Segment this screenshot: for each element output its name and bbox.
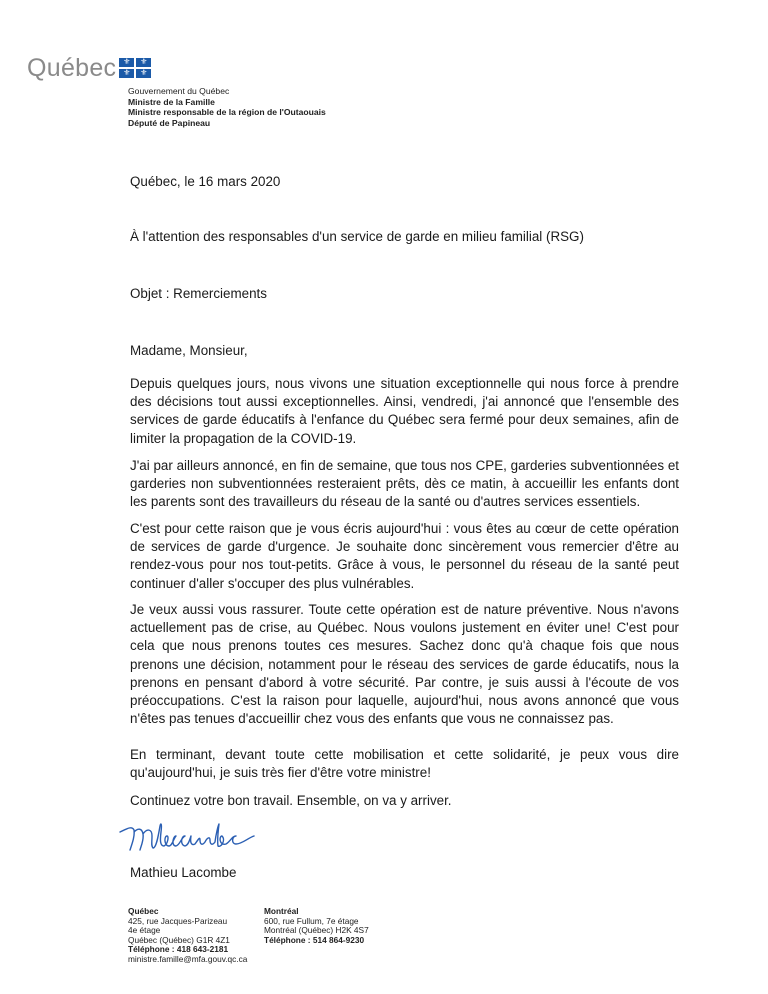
letterhead-line-government: Gouvernement du Québec xyxy=(128,86,230,96)
logo-wordmark: Québec xyxy=(27,54,117,82)
footer-city-montreal: Montréal xyxy=(264,906,299,916)
letter-recipient: À l'attention des responsables d'un service de garde en milieu familial (RSG) xyxy=(130,229,584,244)
handwritten-signature xyxy=(118,818,278,858)
footer-quebec-line: Québec (Québec) G1R 4Z1 xyxy=(128,934,230,945)
paragraph-2: J'ai par ailleurs annoncé, en fin de semaine, que tous nos CPE, garderies subventionnées et garderies non subventionnées resteraient prêts, dès ce matin, à accueillir les enfants dont les parents sont des travailleurs du réseau de la santé ou d'autres services essentiels. xyxy=(130,458,679,510)
letter-salutation: Madame, Monsieur, xyxy=(130,343,248,358)
footer-montreal-line: 600, rue Fullum, 7e étage xyxy=(264,915,359,926)
letterhead-text xyxy=(128,86,326,128)
paragraph-4: Je veux aussi vous rassurer. Toute cette opération est de nature préventive. Nous n'avons actuellement pas de crise, au Québec. Nous voulons justement en éviter une! C'est pour cela que nous prenons toutes ces mesures. Sachez donc qu'à chaque fois que nous prenons une décision, notamment pour le réseau des services de garde éducatifs, nous la prenons en pensant d'abord à votre sécurité. Par contre, je suis aussi à l'écoute de vos préoccupations. C'est la raison pour laquelle, aujourd'hui, nous avons annoncé que vous n'êtes pas tenues d'accueillir chez vous des enfants que vous ne connaissez pas. xyxy=(130,602,679,727)
letterhead-line-region: Ministre responsable de la région de l'Outaouais xyxy=(128,107,326,117)
letter-date: Québec, le 16 mars 2020 xyxy=(130,174,281,189)
paragraph-3: C'est pour cette raison que je vous écris aujourd'hui : vous êtes au cœur de cette opération de services de garde d'urgence. Je souhaite donc sincèrement vous remercier d'être au rendez-vous pour nos tout-petits. Grâce à vous, le personnel du réseau de la santé peut continuer d'aller s'occuper des plus vulnérables. xyxy=(130,521,679,591)
footer-quebec-line: 4e étage xyxy=(128,925,161,936)
letterhead-line-deputy: Député de Papineau xyxy=(128,117,211,128)
paragraph-1: Depuis quelques jours, nous vivons une situation exceptionnelle qui nous force à prendre des décisions tout aussi exceptionnelles. Ainsi, vendredi, j'ai annoncé que l'ensemble des services de garde éducatifs à l'enfance du Québec sera fermé pour deux semaines, afin de limiter la propagation de la COVID-19. xyxy=(130,376,679,446)
footer-city-quebec: Québec xyxy=(128,906,159,916)
footer-montreal-line: Montréal (Québec) H2K 4S7 xyxy=(264,925,369,936)
paragraph-5: En terminant, devant toute cette mobilisation et cette solidarité, je peux vous dire qu'aujourd'hui, je suis très fier d'être votre ministre! xyxy=(130,747,679,781)
footer-quebec-line: 425, rue Jacques-Parizeau xyxy=(128,915,228,926)
letterhead-line-ministry: Ministre de la Famille xyxy=(128,96,215,107)
letter-closing: Continuez votre bon travail. Ensemble, on va y arriver. xyxy=(130,793,452,808)
fleur-de-lis-flag-icon xyxy=(119,58,151,78)
footer-address-quebec xyxy=(128,907,247,965)
footer-address-montreal xyxy=(264,907,369,945)
footer-montreal-phone: Téléphone : 514 864-9230 xyxy=(264,934,365,945)
signatory-name: Mathieu Lacombe xyxy=(130,865,237,880)
quebec-logo xyxy=(27,56,151,81)
letter-subject: Objet : Remerciements xyxy=(130,286,267,301)
footer-quebec-phone: Téléphone : 418 643-2181 xyxy=(128,944,229,955)
footer-quebec-email[interactable]: ministre.famille@mfa.gouv.qc.ca xyxy=(128,953,248,964)
